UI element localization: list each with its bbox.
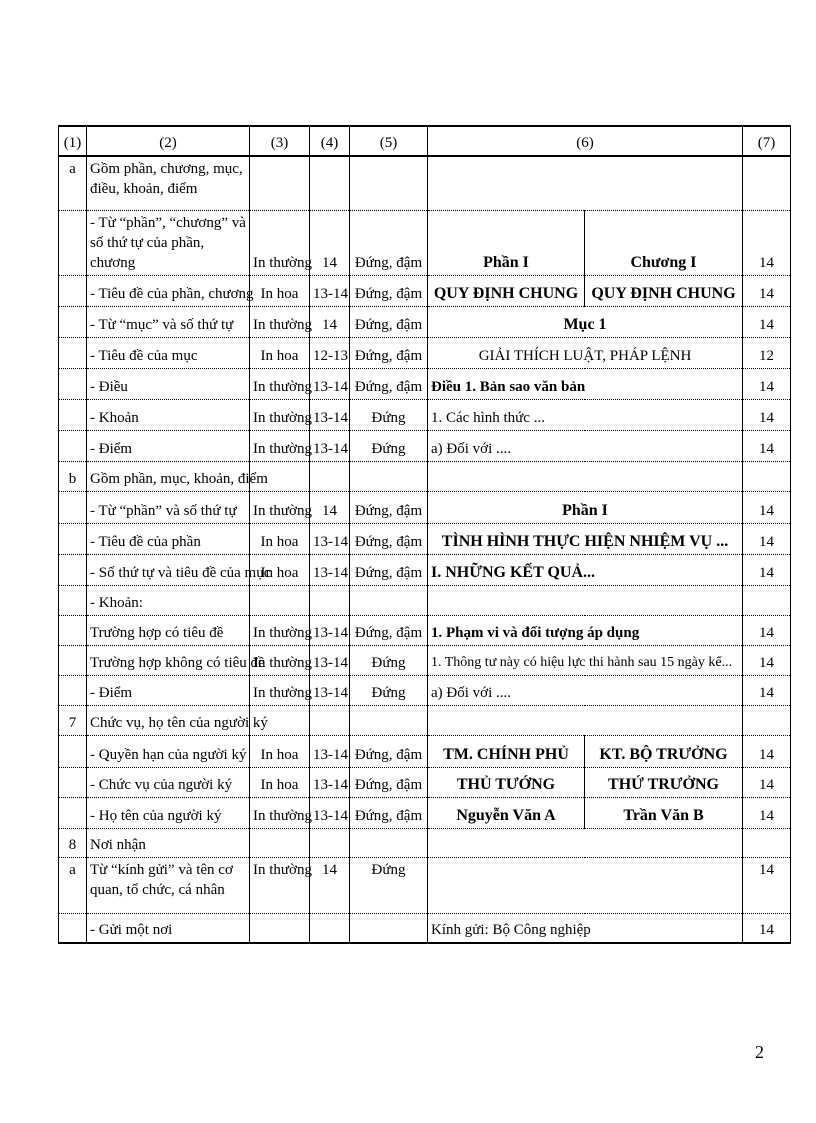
table-row	[59, 306, 791, 337]
table-row	[59, 615, 791, 645]
font-style: Đứng	[350, 857, 428, 913]
table-row	[59, 461, 791, 491]
table-row	[59, 156, 791, 210]
size-value: 14	[743, 797, 791, 828]
table-row	[59, 275, 791, 306]
table-row	[59, 210, 791, 275]
size-value: 14	[743, 675, 791, 705]
header-cell: (4)	[310, 126, 350, 156]
size-value: 14	[743, 615, 791, 645]
font-size: 14	[310, 306, 350, 337]
example-text: 1. Phạm vi và đối tượng áp dụng	[428, 615, 743, 645]
element-name: - Tiêu đề của mục	[87, 337, 250, 368]
font-style: Đứng, đậm	[350, 337, 428, 368]
header-cell: (1)	[59, 126, 87, 156]
element-name: Chức vụ, họ tên của người ký	[87, 705, 250, 735]
table-row	[59, 523, 791, 554]
example-text: GIẢI THÍCH LUẬT, PHÁP LỆNH	[428, 337, 743, 368]
size-value: 14	[743, 735, 791, 767]
element-name: - Khoản:	[87, 585, 250, 615]
case-style: In thường	[250, 645, 310, 675]
example-left: TM. CHÍNH PHỦ	[428, 735, 585, 767]
font-size: 13-14	[310, 615, 350, 645]
font-style: Đứng	[350, 430, 428, 461]
font-size: 12-13	[310, 337, 350, 368]
font-size: 13-14	[310, 430, 350, 461]
element-name: Gồm phần, mục, khoản, điểm	[87, 461, 250, 491]
case-style: In hoa	[250, 735, 310, 767]
element-name: - Quyền hạn của người ký	[87, 735, 250, 767]
font-style: Đứng, đậm	[350, 491, 428, 523]
font-style: Đứng	[350, 675, 428, 705]
font-style: Đứng, đậm	[350, 523, 428, 554]
font-size: 13-14	[310, 675, 350, 705]
font-size: 14	[310, 210, 350, 275]
element-name: - Tiêu đề của phần, chương	[87, 275, 250, 306]
case-style: In hoa	[250, 523, 310, 554]
table-row	[59, 554, 791, 585]
size-value: 12	[743, 337, 791, 368]
font-size: 13-14	[310, 767, 350, 797]
row-index: b	[59, 461, 87, 491]
header-row	[59, 126, 791, 156]
example-left: QUY ĐỊNH CHUNG	[428, 275, 585, 306]
example-left: Nguyễn Văn A	[428, 797, 585, 828]
size-value: 14	[743, 368, 791, 399]
element-name: - Từ “phần”, “chương” và số thứ tự của phần, chương	[87, 210, 250, 275]
size-value: 14	[743, 399, 791, 430]
font-size: 13-14	[310, 399, 350, 430]
element-name: - Số thứ tự và tiêu đề của mục	[87, 554, 250, 585]
case-style: In thường	[250, 675, 310, 705]
size-value: 14	[743, 913, 791, 943]
element-name: - Chức vụ của người ký	[87, 767, 250, 797]
element-name: Trường hợp không có tiêu đề	[87, 645, 250, 675]
header-cell: (3)	[250, 126, 310, 156]
font-size: 13-14	[310, 554, 350, 585]
example-left: THỦ TƯỚNG	[428, 767, 585, 797]
size-value: 14	[743, 857, 791, 913]
element-name: - Từ “phần” và số thứ tự	[87, 491, 250, 523]
table-row	[59, 645, 791, 675]
page-number: 2	[755, 1042, 764, 1062]
case-style: In thường	[250, 430, 310, 461]
row-index: a	[59, 857, 87, 913]
element-name: - Gửi một nơi	[87, 913, 250, 943]
element-name: Từ “kính gửi” và tên cơ quan, tổ chức, cá nhân	[87, 857, 250, 913]
case-style: In hoa	[250, 337, 310, 368]
font-style: Đứng, đậm	[350, 615, 428, 645]
font-style: Đứng	[350, 645, 428, 675]
element-name: - Tiêu đề của phần	[87, 523, 250, 554]
element-name: - Điểm	[87, 430, 250, 461]
size-value: 14	[743, 210, 791, 275]
size-value: 14	[743, 767, 791, 797]
header-cell: (7)	[743, 126, 791, 156]
font-style: Đứng	[350, 399, 428, 430]
table-row	[59, 399, 791, 430]
table-row	[59, 735, 791, 767]
case-style: In hoa	[250, 554, 310, 585]
header-cell: (2)	[87, 126, 250, 156]
example-right: KT. BỘ TRƯỞNG	[585, 735, 743, 767]
example-text: TÌNH HÌNH THỰC HIỆN NHIỆM VỤ ...	[428, 523, 743, 554]
table-row	[59, 828, 791, 857]
case-style: In hoa	[250, 275, 310, 306]
example-text: Phần I	[428, 491, 743, 523]
element-name: - Điểm	[87, 675, 250, 705]
table-row	[59, 797, 791, 828]
size-value: 14	[743, 306, 791, 337]
example-text: a) Đối với ....	[428, 430, 743, 461]
example-text: Kính gửi: Bộ Công nghiệp	[428, 913, 743, 943]
font-style: Đứng, đậm	[350, 767, 428, 797]
example-right: Trần Văn B	[585, 797, 743, 828]
example-text: 1. Các hình thức ...	[428, 399, 743, 430]
case-style: In hoa	[250, 767, 310, 797]
case-style: In thường	[250, 615, 310, 645]
case-style: In thường	[250, 797, 310, 828]
example-right: Chương I	[585, 210, 743, 275]
element-name: - Điều	[87, 368, 250, 399]
font-size: 13-14	[310, 368, 350, 399]
case-style: In thường	[250, 857, 310, 913]
row-index: 8	[59, 828, 87, 857]
element-name: - Họ tên của người ký	[87, 797, 250, 828]
font-size: 13-14	[310, 735, 350, 767]
size-value: 14	[743, 491, 791, 523]
case-style: In thường	[250, 368, 310, 399]
size-value: 14	[743, 645, 791, 675]
size-value: 14	[743, 554, 791, 585]
size-value: 14	[743, 523, 791, 554]
font-style: Đứng, đậm	[350, 275, 428, 306]
example-right: THỨ TRƯỞNG	[585, 767, 743, 797]
case-style: In thường	[250, 491, 310, 523]
font-size: 14	[310, 491, 350, 523]
font-style: Đứng, đậm	[350, 554, 428, 585]
font-style: Đứng, đậm	[350, 368, 428, 399]
row-index: a	[59, 156, 87, 210]
table-row	[59, 675, 791, 705]
example-text: a) Đối với ....	[428, 675, 743, 705]
size-value: 14	[743, 430, 791, 461]
table-row	[59, 368, 791, 399]
example-text: 1. Thông tư này có hiệu lực thi hành sau 15 ngày kể...	[428, 645, 743, 675]
example-text: I. NHỮNG KẾT QUẢ...	[428, 554, 743, 585]
header-cell: (6)	[428, 126, 743, 156]
element-name: Nơi nhận	[87, 828, 250, 857]
case-style: In thường	[250, 210, 310, 275]
case-style: In thường	[250, 399, 310, 430]
example-right: QUY ĐỊNH CHUNG	[585, 275, 743, 306]
font-size: 13-14	[310, 797, 350, 828]
font-size: 13-14	[310, 523, 350, 554]
format-table	[58, 125, 791, 944]
example-left: Phần I	[428, 210, 585, 275]
table-row	[59, 767, 791, 797]
element-name: - Từ “mục” và số thứ tự	[87, 306, 250, 337]
example-text	[428, 857, 743, 913]
font-size: 13-14	[310, 275, 350, 306]
font-style: Đứng, đậm	[350, 210, 428, 275]
example-text: Mục 1	[428, 306, 743, 337]
example-text: Điều 1. Bản sao văn bản	[428, 368, 743, 399]
font-style: Đứng, đậm	[350, 306, 428, 337]
element-name: Gồm phần, chương, mục, điều, khoản, điểm	[87, 156, 250, 210]
table-row	[59, 913, 791, 943]
row-index: 7	[59, 705, 87, 735]
table-row	[59, 491, 791, 523]
font-style: Đứng, đậm	[350, 797, 428, 828]
size-value: 14	[743, 275, 791, 306]
table-row	[59, 705, 791, 735]
font-style: Đứng, đậm	[350, 735, 428, 767]
case-style: In thường	[250, 306, 310, 337]
font-size: 14	[310, 857, 350, 913]
header-cell: (5)	[350, 126, 428, 156]
element-name: Trường hợp có tiêu đề	[87, 615, 250, 645]
element-name: - Khoản	[87, 399, 250, 430]
table-row	[59, 337, 791, 368]
table-row	[59, 857, 791, 913]
table-row	[59, 430, 791, 461]
font-size: 13-14	[310, 645, 350, 675]
table-row	[59, 585, 791, 615]
